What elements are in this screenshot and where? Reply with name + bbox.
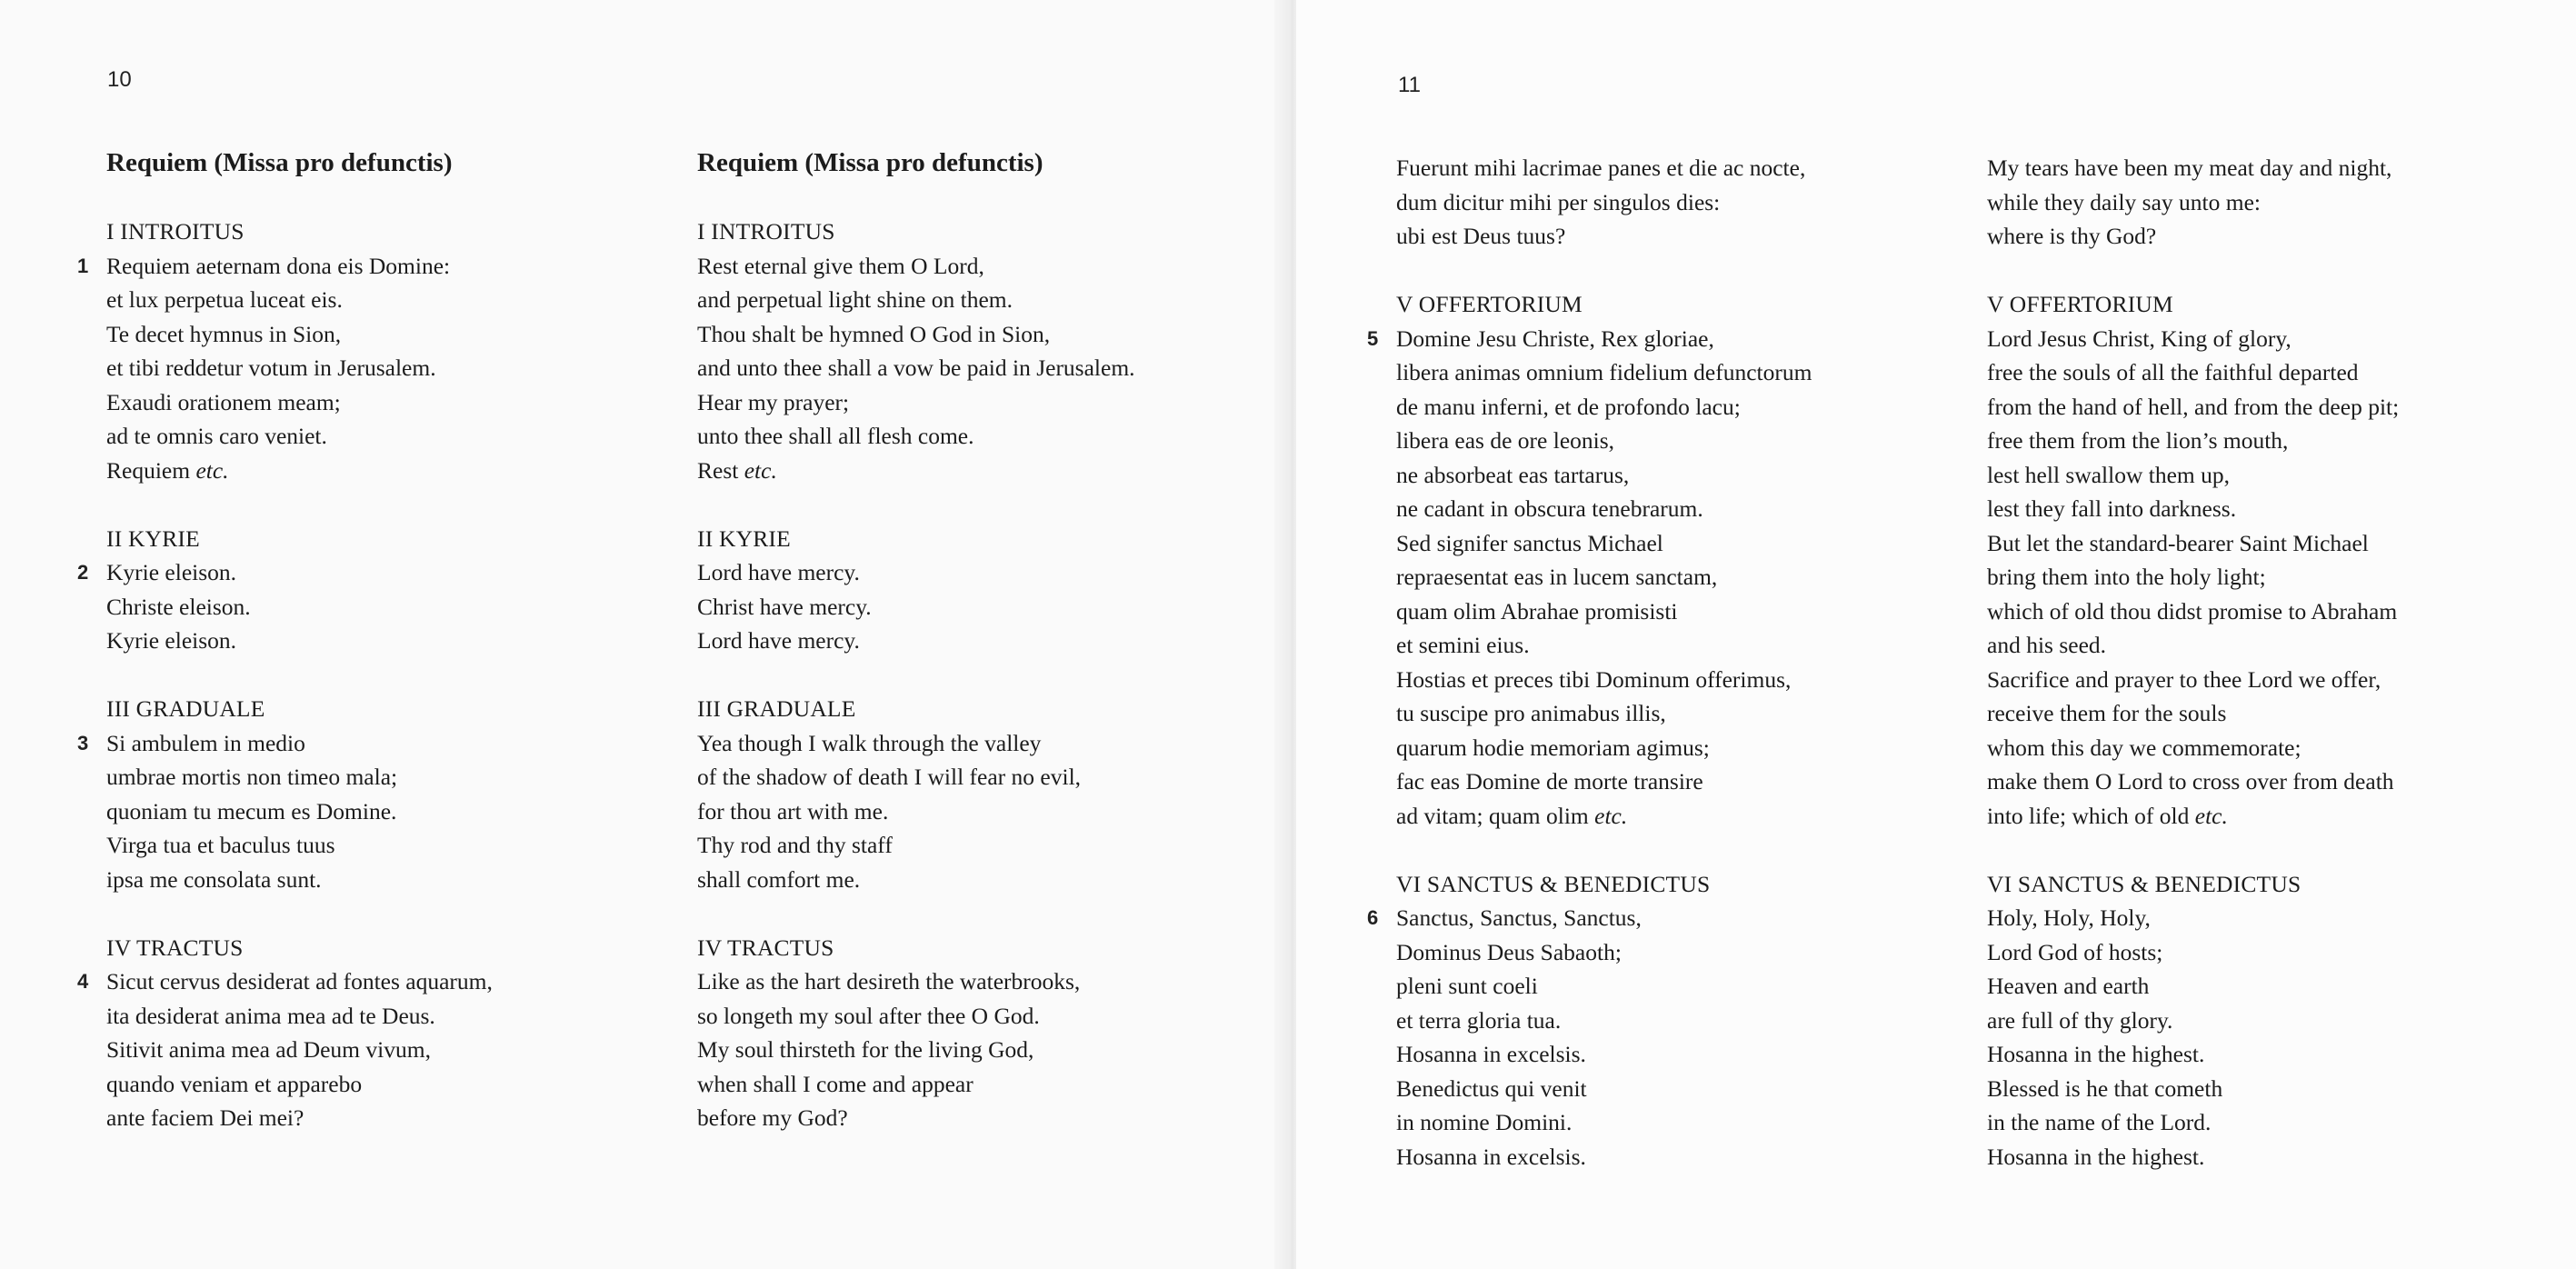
line-text: Christe eleison.	[106, 593, 251, 620]
line-text: et tibi reddetur votum in Jerusalem.	[106, 355, 436, 381]
line-text: Sanctus, Sanctus, Sanctus,	[1396, 904, 1642, 931]
text-section	[1367, 287, 1978, 833]
text-section	[1367, 867, 1978, 1174]
line-text: Lord have mercy.	[697, 559, 860, 585]
text-line	[1987, 696, 2569, 731]
line-text: where is thy God?	[1987, 223, 2157, 249]
text-line	[1987, 1140, 2569, 1174]
track-number: 3	[77, 731, 89, 754]
line-text: repraesentat eas in lucem sanctam,	[1396, 564, 1718, 590]
italic-abbreviation: etc.	[2194, 802, 2228, 829]
text-line	[1987, 1072, 2569, 1106]
text-line	[697, 1067, 1279, 1102]
line-text: Sicut cervus desiderat ad fontes aquarum,	[106, 968, 493, 994]
line-text: Dominus Deus Sabaoth;	[1396, 938, 1622, 965]
line-text: lest hell swallow them up,	[1987, 461, 2231, 488]
text-line	[106, 794, 688, 829]
line-text: But let the standard-bearer Saint Michael	[1987, 529, 2369, 556]
text-line	[1987, 764, 2569, 799]
line-text: Kyrie eleison.	[106, 559, 237, 585]
line-text: Lord Jesus Christ, King of glory,	[1987, 325, 2291, 352]
text-line	[1987, 355, 2569, 390]
line-text: for thou art with me.	[697, 797, 889, 824]
line-text: ad vitam; quam olim	[1396, 802, 1595, 829]
text-line	[1987, 663, 2569, 697]
text-section	[1987, 287, 2569, 833]
line-text: Christ have mercy.	[697, 593, 872, 620]
text-line	[1367, 322, 1978, 356]
text-section	[1987, 867, 2569, 1174]
line-text: before my God?	[697, 1104, 848, 1131]
text-line	[106, 863, 688, 897]
movement-heading: IV TRACTUS	[697, 934, 834, 961]
line-text: ita desiderat anima mea ad te Deus.	[106, 1002, 435, 1029]
text-section	[77, 215, 688, 487]
text-line	[106, 1101, 688, 1135]
line-text: ad te omnis caro veniet.	[106, 423, 327, 449]
line-text: Benedictus qui venit	[1396, 1074, 1587, 1102]
line-text: ne absorbeat eas tartarus,	[1396, 461, 1630, 488]
text-line	[1987, 424, 2569, 458]
text-line	[697, 385, 1279, 420]
text-line	[697, 590, 1279, 625]
line-text: and his seed.	[1987, 632, 2107, 658]
line-text: free them from the lion’s mouth,	[1987, 427, 2289, 454]
text-line	[1987, 731, 2569, 765]
text-line	[1396, 492, 1978, 526]
text-line	[697, 1101, 1279, 1135]
line-text: Holy, Holy, Holy,	[1987, 904, 2151, 931]
text-line	[1396, 1105, 1978, 1140]
text-line	[1396, 731, 1978, 765]
line-text: et lux perpetua luceat eis.	[106, 286, 343, 313]
line-text: Like as the hart desireth the waterbrooks,	[697, 968, 1081, 994]
line-text: Kyrie eleison.	[106, 627, 237, 654]
text-line	[1396, 595, 1978, 629]
track-number: 2	[77, 561, 89, 584]
line-text: quoniam tu mecum es Domine.	[106, 797, 397, 824]
movement-heading: I INTROITUS	[697, 218, 835, 245]
line-text: ante faciem Dei mei?	[106, 1104, 305, 1131]
text-line	[1987, 628, 2569, 663]
text-line	[1396, 935, 1978, 970]
text-line	[106, 1067, 688, 1102]
line-text: Blessed is he that cometh	[1987, 1074, 2223, 1102]
line-text: quam olim Abrahae promisisti	[1396, 597, 1678, 625]
text-line	[697, 283, 1279, 317]
text-line	[77, 726, 688, 761]
line-text: ipsa me consolata sunt.	[106, 865, 322, 893]
line-text: are full of thy glory.	[1987, 1006, 2173, 1034]
line-text: dum dicitur mihi per singulos dies:	[1396, 188, 1721, 215]
text-line	[1396, 355, 1978, 390]
line-text: quando veniam et apparebo	[106, 1070, 363, 1097]
line-text: et terra gloria tua.	[1396, 1006, 1562, 1034]
movement-heading: VI SANCTUS & BENEDICTUS	[1396, 870, 1711, 897]
line-text: tu suscipe pro animabus illis,	[1396, 700, 1666, 726]
page-number-left: 10	[107, 67, 132, 92]
line-text: Hosanna in excelsis.	[1396, 1041, 1586, 1067]
section-title: Requiem (Missa pro defunctis)	[106, 148, 453, 177]
text-line	[697, 317, 1279, 352]
movement-heading: II KYRIE	[106, 525, 200, 552]
text-line	[1987, 151, 2569, 185]
text-line	[77, 555, 688, 590]
text-line	[1396, 1037, 1978, 1072]
movement-heading: V OFFERTORIUM	[1396, 291, 1583, 317]
line-text: so longeth my soul after thee O God.	[697, 1002, 1040, 1029]
text-line	[1396, 696, 1978, 731]
line-text: Sitivit anima mea ad Deum vivum,	[106, 1036, 431, 1063]
text-line	[1396, 390, 1978, 425]
line-text: into life; which of old	[1987, 802, 2195, 829]
line-text: Heaven and earth	[1987, 973, 2150, 999]
movement-heading: VI SANCTUS & BENEDICTUS	[1987, 870, 2301, 897]
line-text: and perpetual light shine on them.	[697, 286, 1013, 313]
text-line	[697, 999, 1279, 1034]
line-text: Thou shalt be hymned O God in Sion,	[697, 320, 1051, 347]
line-text: pleni sunt coeli	[1396, 973, 1538, 999]
line-text: Lord God of hosts;	[1987, 938, 2163, 965]
line-text: in the name of the Lord.	[1987, 1109, 2212, 1135]
line-text: Thy rod and thy staff	[697, 832, 893, 858]
track-number: 6	[1367, 906, 1379, 929]
line-text: Requiem aeternam dona eis Domine:	[106, 252, 451, 279]
line-text: Lord have mercy.	[697, 627, 860, 654]
section-title: Requiem (Missa pro defunctis)	[697, 148, 1043, 177]
line-text: from the hand of hell, and from the deep pit;	[1987, 393, 2400, 420]
text-line	[1396, 764, 1978, 799]
text-line	[1987, 799, 2569, 834]
line-text: bring them into the holy light;	[1987, 564, 2266, 590]
text-line	[1367, 901, 1978, 935]
text-line	[697, 351, 1279, 385]
text-line	[106, 385, 688, 420]
line-text: free the souls of all the faithful departed	[1987, 359, 2359, 385]
text-line	[697, 760, 1279, 794]
text-line	[1396, 458, 1978, 493]
text-line	[106, 317, 688, 352]
text-line	[1396, 663, 1978, 697]
text-section	[77, 692, 688, 896]
text-line	[1987, 935, 2569, 970]
text-line	[1396, 628, 1978, 663]
line-text: de manu inferni, et de profondo lacu;	[1396, 393, 1741, 420]
text-line	[1987, 458, 2569, 493]
line-text: while they daily say unto me:	[1987, 188, 2261, 215]
line-text: fac eas Domine de morte transire	[1396, 768, 1703, 794]
text-line	[1396, 1004, 1978, 1038]
text-line	[1987, 322, 2569, 356]
line-text: Hear my prayer;	[697, 388, 850, 415]
line-text: Hostias et preces tibi Dominum offerimus,	[1396, 665, 1792, 693]
line-text: Sacrifice and prayer to thee Lord we offer,	[1987, 665, 2381, 693]
text-line	[1987, 185, 2569, 220]
line-text: Exaudi orationem meam;	[106, 388, 341, 415]
text-line	[697, 624, 1279, 658]
text-line	[1987, 492, 2569, 526]
line-text: in nomine Domini.	[1396, 1109, 1573, 1135]
latin-text-column-right	[1367, 151, 1978, 1174]
line-text: quarum hodie memoriam agimus;	[1396, 734, 1710, 761]
text-section	[1987, 151, 2569, 254]
text-line	[77, 964, 688, 999]
line-text: Si ambulem in medio	[106, 729, 305, 756]
text-section	[697, 931, 1279, 1135]
movement-heading: II KYRIE	[697, 525, 791, 552]
text-line	[697, 249, 1279, 284]
text-line	[1987, 901, 2569, 935]
text-line	[106, 351, 688, 385]
line-text: Sed signifer sanctus Michael	[1396, 529, 1663, 556]
text-line	[697, 454, 1279, 488]
text-line	[1987, 1105, 2569, 1140]
text-line	[1987, 526, 2569, 561]
text-line	[1396, 219, 1978, 254]
line-text: of the shadow of death I will fear no evil,	[697, 764, 1082, 790]
text-line	[1396, 185, 1978, 220]
line-text: and unto thee shall a vow be paid in Jerusalem.	[697, 355, 1135, 381]
text-line	[1396, 799, 1978, 834]
line-text: Rest eternal give them O Lord,	[697, 252, 984, 279]
text-line	[1987, 560, 2569, 595]
text-line	[106, 624, 688, 658]
text-line	[1987, 595, 2569, 629]
line-text: libera eas de ore leonis,	[1396, 427, 1615, 454]
page-number-right: 11	[1398, 73, 1421, 97]
line-text: et semini eius.	[1396, 632, 1530, 658]
italic-abbreviation: etc.	[1594, 802, 1628, 829]
italic-abbreviation: etc.	[195, 456, 229, 484]
movement-heading: III GRADUALE	[697, 695, 856, 722]
line-text: shall comfort me.	[697, 865, 861, 893]
line-text: which of old thou didst promise to Abraham	[1987, 597, 2398, 625]
text-line	[697, 964, 1279, 999]
text-line	[697, 555, 1279, 590]
line-text: make them O Lord to cross over from death	[1987, 768, 2394, 794]
line-text: Virga tua et baculus tuus	[106, 832, 335, 858]
english-translation-column-right	[1987, 151, 2569, 1174]
text-line	[1987, 219, 2569, 254]
line-text: lest they fall into darkness.	[1987, 495, 2237, 522]
english-translation-column-left	[697, 146, 1279, 1135]
line-text: Fuerunt mihi lacrimae panes et die ac nocte,	[1396, 155, 1806, 181]
line-text: whom this day we commemorate;	[1987, 734, 2301, 761]
text-line	[697, 828, 1279, 863]
text-line	[106, 1033, 688, 1067]
text-line	[1987, 390, 2569, 425]
text-line	[106, 760, 688, 794]
text-line	[106, 828, 688, 863]
track-number: 5	[1367, 326, 1379, 350]
text-line	[106, 454, 688, 488]
line-text: Te decet hymnus in Sion,	[106, 320, 342, 347]
text-line	[106, 590, 688, 625]
latin-text-column-left	[77, 146, 688, 1135]
line-text: when shall I come and appear	[697, 1070, 973, 1097]
text-section	[77, 522, 688, 658]
movement-heading: IV TRACTUS	[106, 934, 244, 961]
text-line	[1396, 424, 1978, 458]
line-text: Hosanna in the highest.	[1987, 1143, 2205, 1170]
line-text: Hosanna in excelsis.	[1396, 1143, 1586, 1170]
movement-heading: V OFFERTORIUM	[1987, 291, 2173, 317]
line-text: ubi est Deus tuus?	[1396, 223, 1566, 249]
text-line	[77, 249, 688, 284]
text-line	[697, 863, 1279, 897]
text-line	[106, 999, 688, 1034]
text-section	[1396, 151, 1978, 254]
text-line	[1396, 1072, 1978, 1106]
text-line	[697, 726, 1279, 761]
text-line	[697, 1033, 1279, 1067]
text-section	[697, 522, 1279, 658]
text-line	[106, 419, 688, 454]
text-line	[1396, 151, 1978, 185]
track-number: 4	[77, 970, 89, 993]
title-spacer	[697, 180, 1279, 215]
text-line	[1396, 969, 1978, 1004]
right-page	[1296, 0, 2576, 1269]
text-line	[697, 419, 1279, 454]
text-line	[1396, 526, 1978, 561]
text-line	[1987, 969, 2569, 1004]
line-text: Domine Jesu Christe, Rex gloriae,	[1396, 325, 1714, 352]
title-spacer	[106, 180, 688, 215]
movement-heading: III GRADUALE	[106, 695, 265, 722]
line-text: ne cadant in obscura tenebrarum.	[1396, 495, 1703, 522]
line-text: unto thee shall all flesh come.	[697, 423, 974, 449]
text-line	[106, 283, 688, 317]
line-text: Yea though I walk through the valley	[697, 729, 1042, 756]
movement-heading: I INTROITUS	[106, 218, 245, 245]
line-text: umbrae mortis non timeo mala;	[106, 764, 398, 790]
text-section	[697, 215, 1279, 487]
text-section	[77, 931, 688, 1135]
text-line	[1396, 1140, 1978, 1174]
text-line	[697, 794, 1279, 829]
line-text: My tears have been my meat day and night,	[1987, 155, 2392, 181]
italic-abbreviation: etc.	[744, 456, 777, 484]
line-text: My soul thirsteth for the living God,	[697, 1036, 1034, 1063]
text-section	[697, 692, 1279, 896]
line-text: Rest	[697, 456, 744, 484]
line-text: Hosanna in the highest.	[1987, 1041, 2205, 1067]
text-line	[1987, 1004, 2569, 1038]
text-line	[1396, 560, 1978, 595]
track-number: 1	[77, 254, 89, 277]
line-text: receive them for the souls	[1987, 700, 2227, 726]
line-text: libera animas omnium fidelium defunctorum	[1396, 359, 1812, 385]
text-line	[1987, 1037, 2569, 1072]
line-text: Requiem	[106, 456, 196, 484]
